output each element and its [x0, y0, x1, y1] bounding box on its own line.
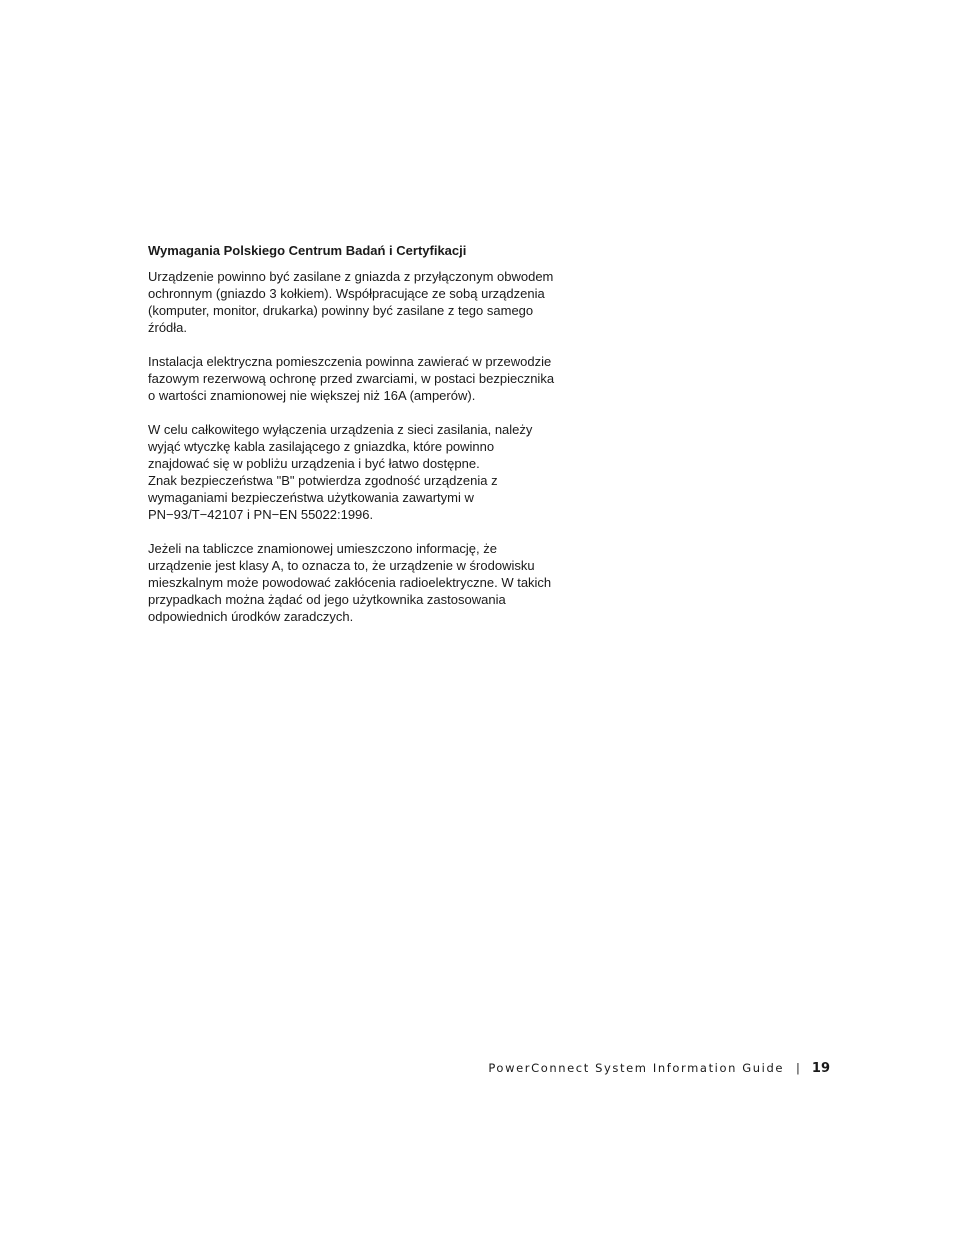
paragraph-line: W celu całkowitego wyłączenia urządzenia z sieci zasilania, należy [148, 422, 533, 437]
paragraph-line: znajdować się w pobliżu urządzenia i być łatwo dostępne. [148, 456, 480, 471]
paragraph-line: Urządzenie powinno być zasilane z gniazda z przyłączonym obwodem [148, 269, 554, 284]
paragraph-class-a-notice [148, 540, 598, 625]
paragraph-electrical-installation [148, 353, 598, 404]
footer-separator: | [796, 1061, 800, 1075]
paragraph-line: urządzenie jest klasy A, to oznacza to, że urządzenie w środowisku [148, 558, 535, 573]
paragraph-line: wyjąć wtyczkę kabla zasilającego z gniazdka, które powinno [148, 439, 495, 454]
paragraph-line: wymaganiami bezpieczeństwa użytkowania zawartymi w [148, 490, 474, 505]
paragraph-line: Znak bezpieczeństwa "B" potwierdza zgodność urządzenia z [148, 473, 498, 488]
paragraph-line: (komputer, monitor, drukarka) powinny być zasilane z tego samego [148, 303, 534, 318]
paragraph-line: źródła. [148, 320, 188, 335]
footer-guide-title: PowerConnect System Information Guide [488, 1061, 785, 1075]
paragraph-line: o wartości znamionowej nie większej niż 16A (amperów). [148, 388, 476, 403]
paragraph-line: mieszkalnym może powodować zakłócenia radioelektryczne. W takich [148, 575, 552, 590]
page-number: 19 [811, 1061, 830, 1076]
page-content [148, 242, 598, 642]
paragraph-grounding-requirement [148, 268, 598, 336]
paragraph-line: Instalacja elektryczna pomieszczenia powinna zawierać w przewodzie [148, 354, 552, 369]
paragraph-line: przypadkach można żądać od jego użytkownika zastosowania [148, 592, 506, 607]
paragraph-line: odpowiednich úrodków zaradczych. [148, 609, 354, 624]
page-footer [488, 1061, 830, 1076]
paragraph-line: PN−93/T−42107 i PN−EN 55022:1996. [148, 507, 374, 522]
paragraph-line: Jeżeli na tabliczce znamionowej umieszczono informację, że [148, 541, 497, 556]
section-heading: Wymagania Polskiego Centrum Badań i Certyfikacji [148, 243, 467, 258]
paragraph-line: fazowym rezerwową ochronę przed zwarciami, w postaci bezpiecznika [148, 371, 555, 386]
paragraph-line: ochronnym (gniazdo 3 kołkiem). Współpracujące ze sobą urządzenia [148, 286, 545, 301]
paragraph-power-disconnect [148, 421, 598, 523]
